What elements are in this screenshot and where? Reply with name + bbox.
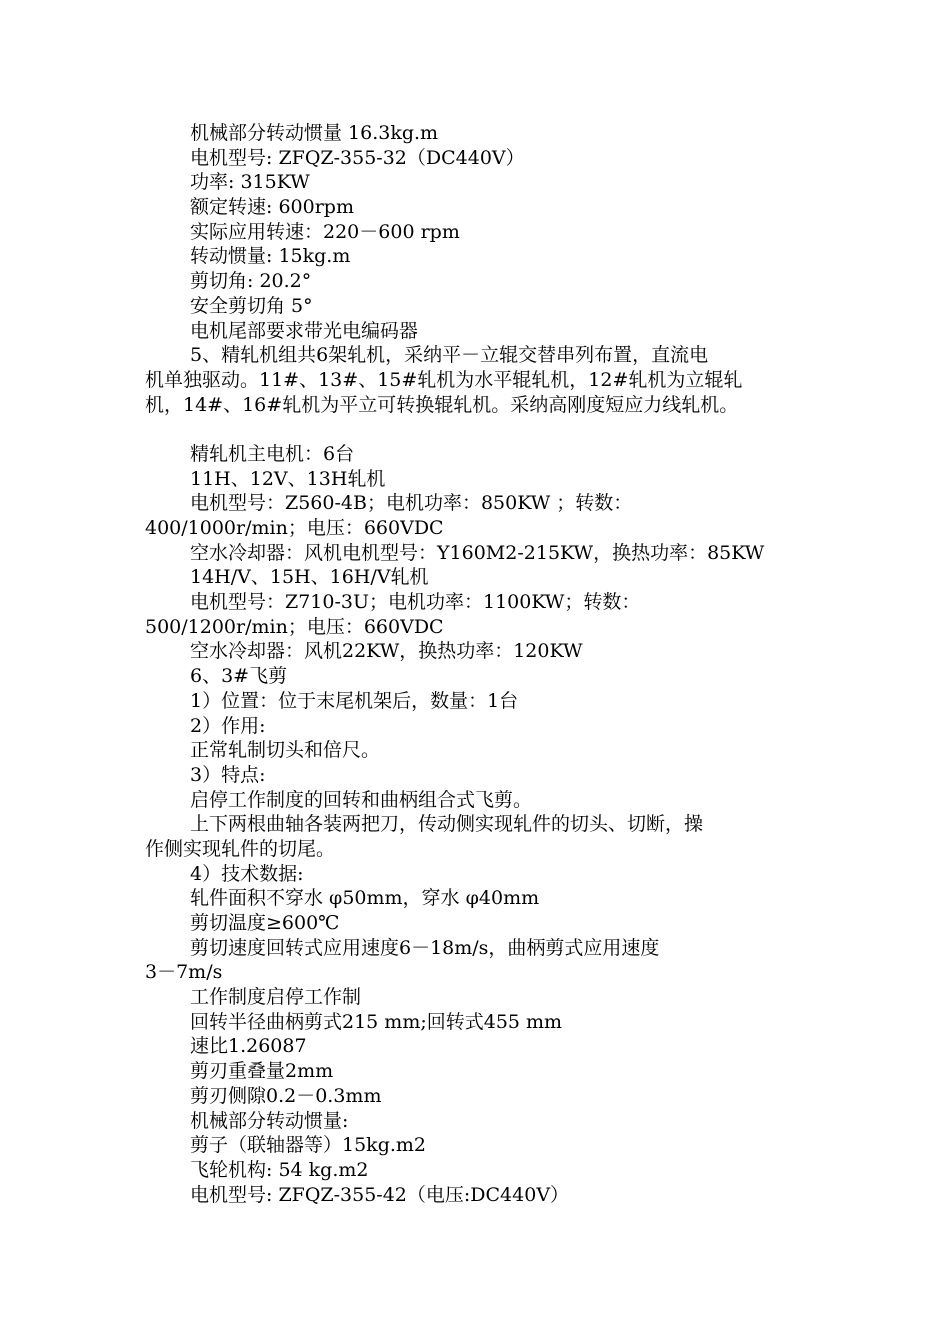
text-line: 机械部分转动惯量: [190, 1109, 349, 1132]
text-line: 剪刃侧隙0.2－0.3mm [190, 1084, 382, 1107]
text-line: 电机型号: ZFQZ-355-42（电压:DC440V） [190, 1183, 570, 1206]
text-line: 上下两根曲轴各装两把刀，传动侧实现轧件的切头、切断，操 [190, 813, 704, 836]
text-line: 剪切温度≥600℃ [190, 912, 340, 934]
text-line: 空水冷却器：风机电机型号：Y160M2-215KW，换热功率：85KW [190, 541, 765, 564]
text-line: 电机尾部要求带光电编码器 [190, 319, 419, 342]
text-line: 正常轧制切头和倍尺。 [190, 739, 381, 762]
text-line: 机，14#、16#轧机为平立可转换辊轧机。采纳高刚度短应力线轧机。 [145, 393, 739, 416]
text-line: 剪切速度回转式应用速度6－18m/s，曲柄剪式应用速度 [190, 936, 660, 959]
text-line: 500/1200r/min；电压：660VDC [145, 615, 444, 638]
text-line: 3－7m/s [145, 961, 223, 984]
blank-line [145, 417, 810, 442]
text-line: 5、精轧机组共6架轧机，采纳平－立辊交替串列布置，直流电 [190, 344, 709, 367]
text-line: 剪切角: 20.2° [190, 270, 312, 293]
text-line: 回转半径曲柄剪式215 mm;回转式455 mm [190, 1010, 563, 1033]
text-line: 速比1.26087 [190, 1035, 307, 1058]
text-line: 机械部分转动惯量 16.3kg.m [190, 122, 439, 144]
text-line: 4）技术数据: [190, 862, 304, 885]
text-line: 1）位置：位于末尾机架后，数量：1台 [190, 689, 519, 712]
text-line: 工作制度启停工作制 [190, 986, 362, 1009]
text-line: 11H、12V、13H轧机 [190, 467, 386, 490]
text-line: 电机型号：Z710-3U；电机功率：1100KW；转数： [190, 591, 641, 614]
text-line: 机单独驱动。11#、13#、15#轧机为水平辊轧机，12#轧机为立辊轧 [145, 368, 743, 391]
text-line: 剪刃重叠量2mm [190, 1060, 334, 1083]
text-line: 3）特点: [190, 763, 266, 786]
text-line: 额定转速: 600rpm [190, 196, 354, 219]
text-line: 14H/V、15H、16H/V轧机 [190, 566, 429, 589]
text-line: 剪子（联轴器等）15kg.m2 [190, 1134, 426, 1157]
text-line: 电机型号: ZFQZ-355-32（DC440V） [190, 146, 525, 169]
text-line: 2）作用: [190, 714, 266, 737]
text-line: 飞轮机构: 54 kg.m2 [190, 1158, 369, 1181]
text-line: 安全剪切角 5° [190, 294, 313, 317]
text-line: 功率: 315KW [190, 171, 310, 194]
text-line: 空水冷却器：风机22KW，换热功率：120KW [190, 640, 583, 663]
text-line: 启停工作制度的回转和曲柄组合式飞剪。 [190, 788, 533, 811]
document-body [145, 121, 810, 1207]
text-line: 转动惯量: 15kg.m [190, 245, 351, 268]
text-line: 轧件面积不穿水 φ50mm，穿水 φ40mm [190, 887, 540, 910]
text-line: 作侧实现轧件的切尾。 [145, 837, 336, 860]
text-line: 6、3#飞剪 [190, 665, 288, 688]
text-line: 精轧机主电机：6台 [190, 442, 355, 465]
text-line: 电机型号：Z560-4B；电机功率：850KW ；转数： [190, 492, 633, 515]
text-line: 400/1000r/min；电压：660VDC [145, 517, 444, 539]
text-line: 实际应用转速：220－600 rpm [190, 220, 460, 243]
